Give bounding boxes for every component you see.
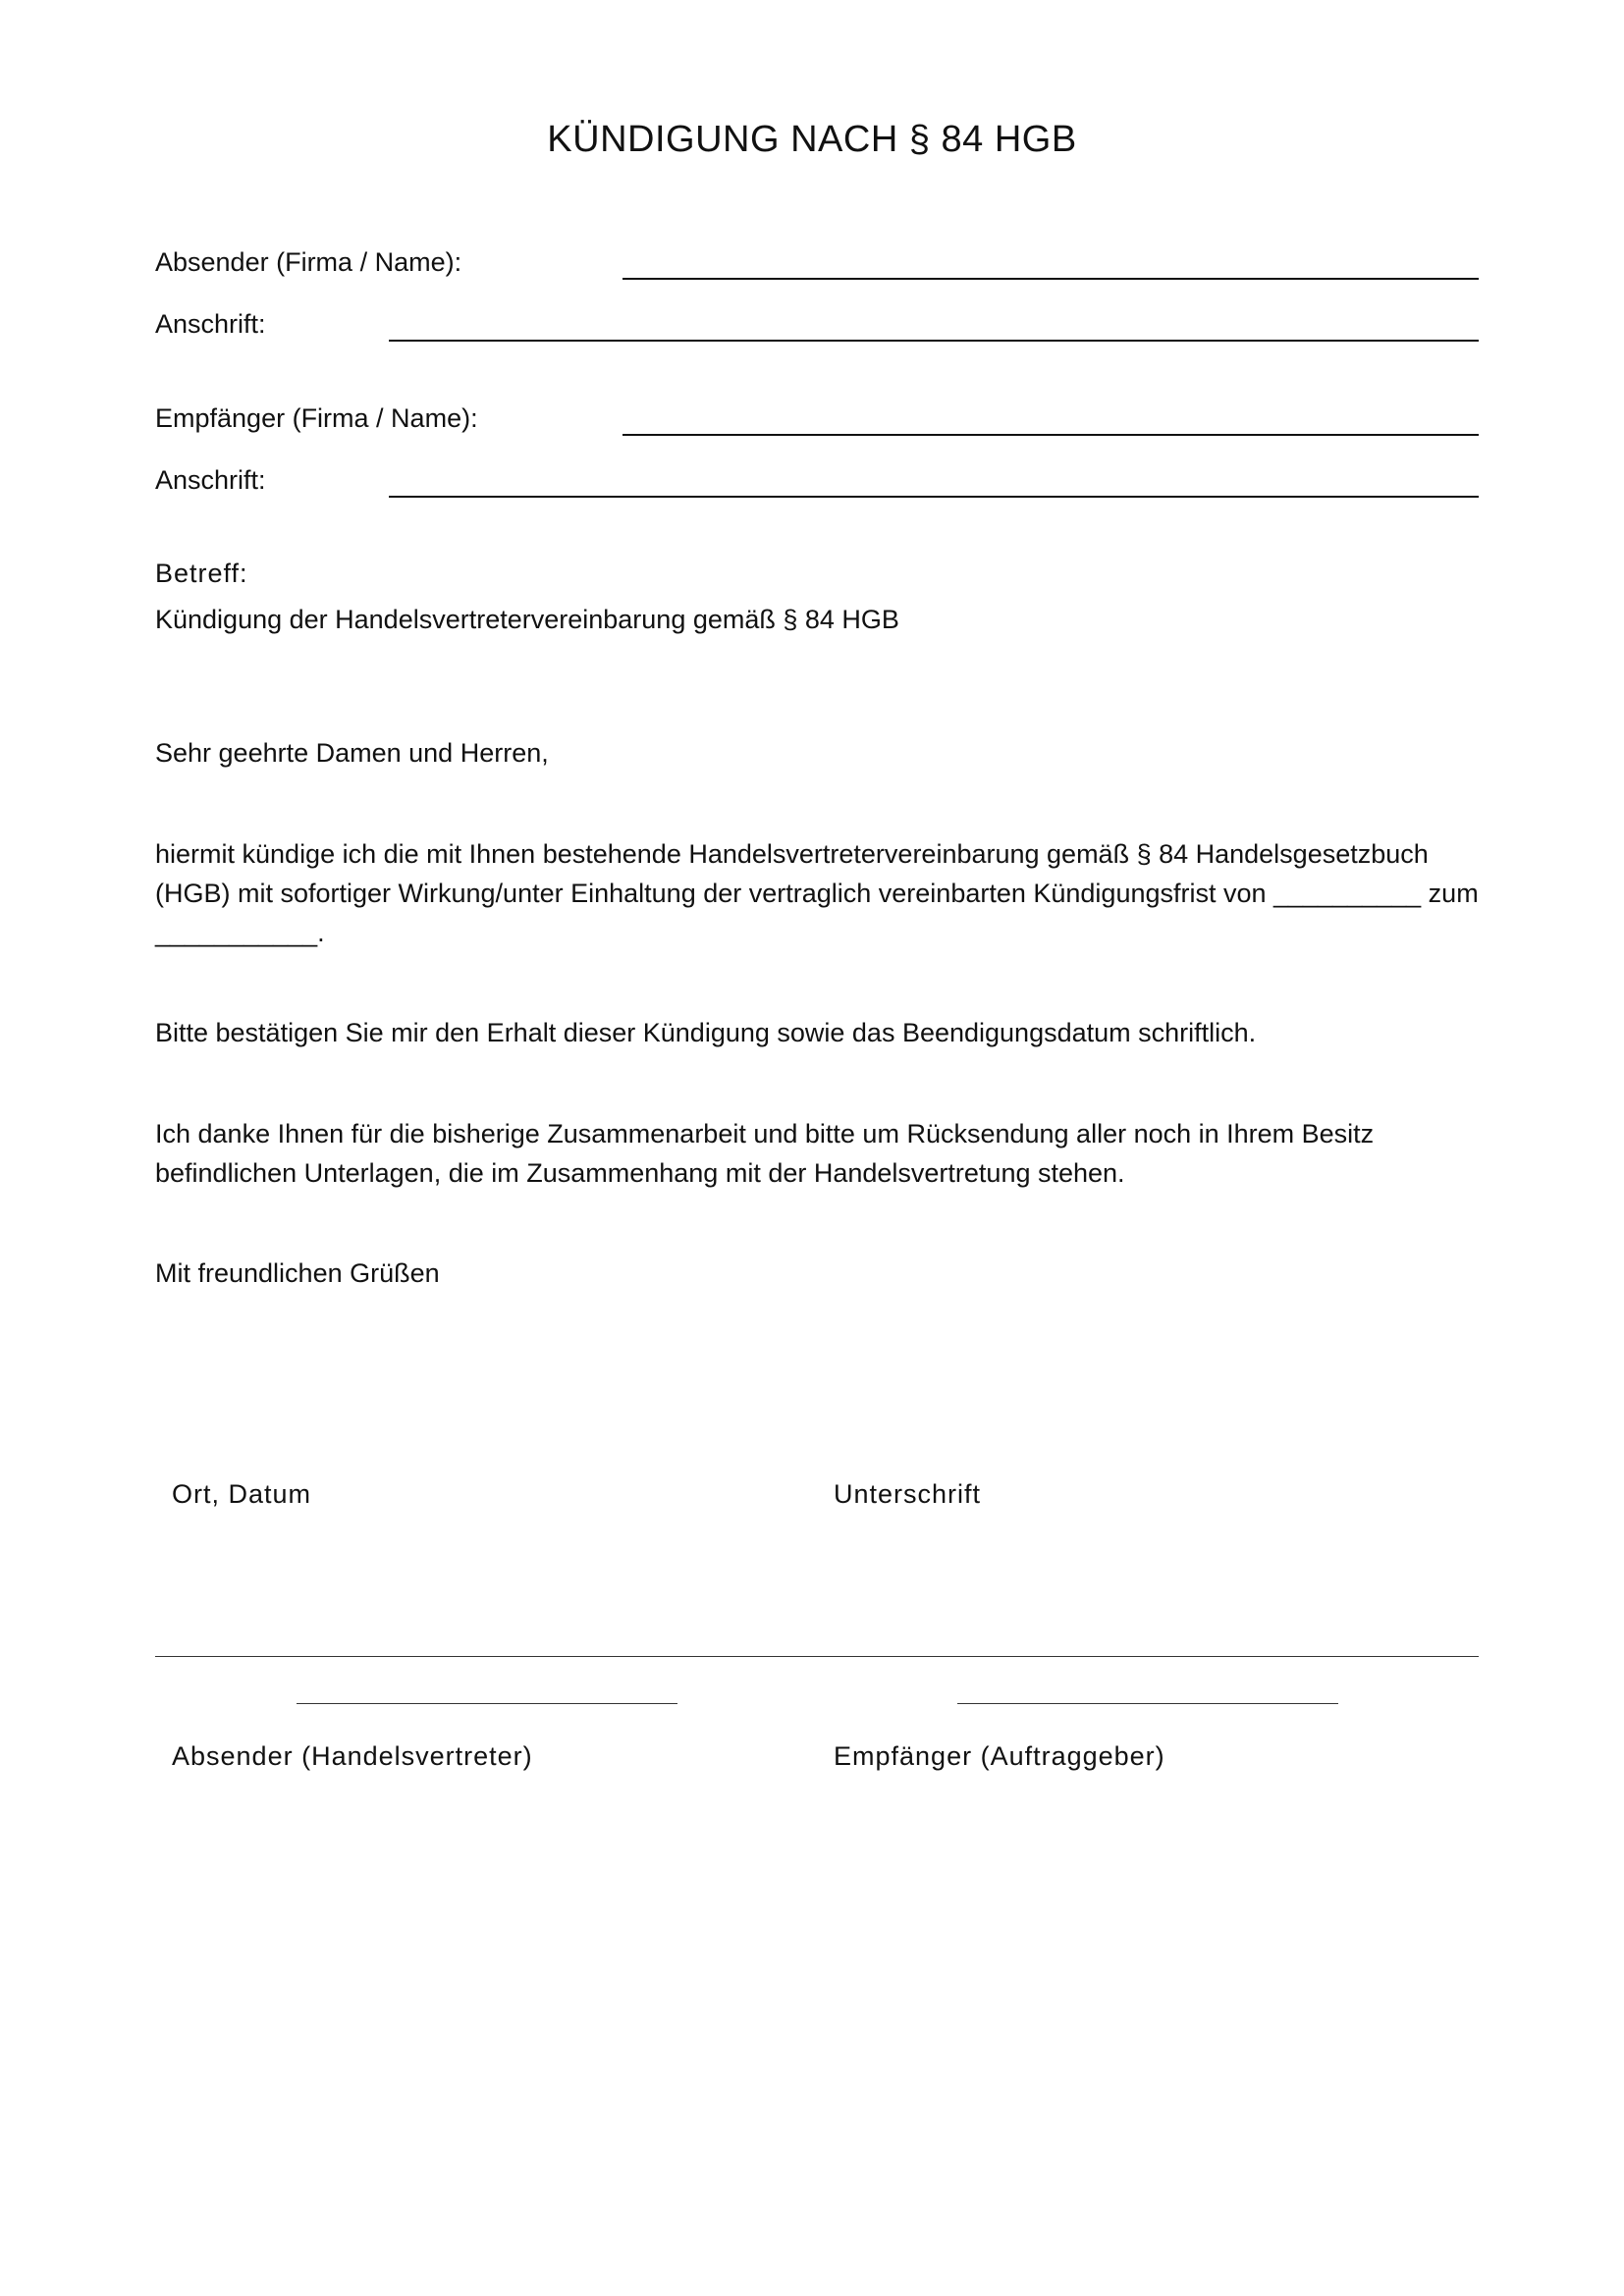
sender-role-label: Absender (Handelsvertreter) xyxy=(172,1741,533,1771)
sender-address-label: Anschrift: xyxy=(155,309,266,339)
subject-label: Betreff: xyxy=(155,559,248,588)
recipient-name-field[interactable] xyxy=(623,434,1479,436)
sender-address-field[interactable] xyxy=(389,340,1479,342)
closing: Mit freundlichen Grüßen xyxy=(155,1258,440,1288)
salutation: Sehr geehrte Damen und Herren, xyxy=(155,738,549,768)
body-paragraph-thanks: Ich danke Ihnen für die bisherige Zusammenarbeit und bitte um Rücksendung aller noch in Ihrem Besitz befindlichen Unterlagen, die im Zusammenhang mit der Handelsvertretung stehen. xyxy=(155,1119,1375,1188)
subject-text: Kündigung der Handelsvertretervereinbarung gemäß § 84 HGB xyxy=(155,605,899,634)
document-title: KÜNDIGUNG NACH § 84 HGB xyxy=(547,119,1077,160)
body-paragraph-confirmation: Bitte bestätigen Sie mir den Erhalt dieser Kündigung sowie das Beendigungsdatum schriftlich. xyxy=(155,1018,1257,1047)
sender-signature-line[interactable] xyxy=(297,1703,677,1704)
sender-name-field[interactable] xyxy=(623,278,1479,280)
signature-divider xyxy=(155,1656,1479,1657)
sender-name-label: Absender (Firma / Name): xyxy=(155,247,462,277)
recipient-role-label: Empfänger (Auftraggeber) xyxy=(834,1741,1165,1771)
recipient-name-label: Empfänger (Firma / Name): xyxy=(155,403,478,433)
signature-label: Unterschrift xyxy=(834,1479,982,1509)
recipient-address-field[interactable] xyxy=(389,496,1479,498)
place-date-label: Ort, Datum xyxy=(172,1479,312,1509)
body-paragraph-termination: hiermit kündige ich die mit Ihnen bestehende Handelsvertretervereinbarung gemäß § 84 Handelsgesetzbuch (HGB) mit sofortiger Wirkung/unter Einhaltung der vertraglich vereinbarten Kündigungsfrist von __________ zum ___________. xyxy=(155,839,1479,947)
recipient-signature-line[interactable] xyxy=(957,1703,1338,1704)
recipient-address-label: Anschrift: xyxy=(155,465,266,495)
